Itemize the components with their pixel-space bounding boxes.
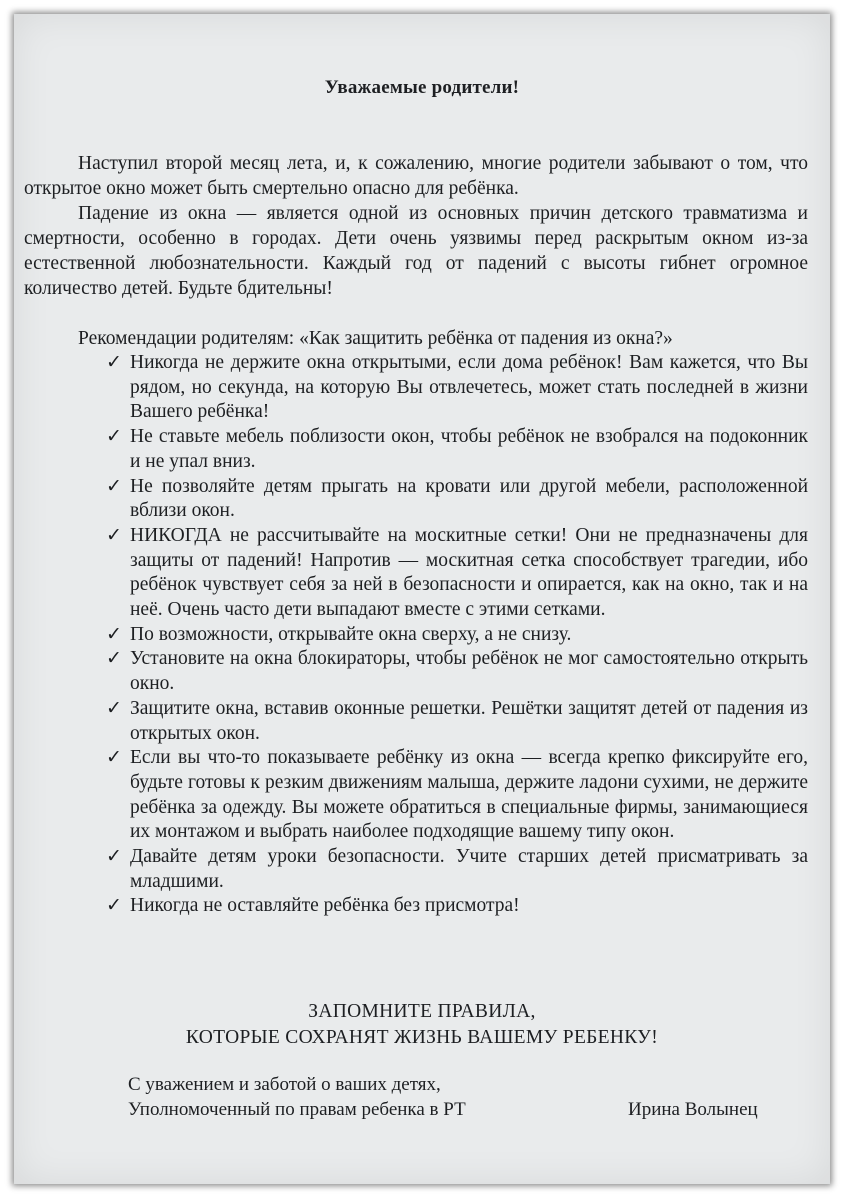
recommendation-item bbox=[106, 475, 808, 524]
recommendation-text: Не ставьте мебель поблизости окон, чтобы ребёнок не взобрался на подоконник и не упал вниз. bbox=[130, 426, 808, 472]
recommendation-item bbox=[106, 623, 808, 648]
recommendation-text: НИКОГДА не рассчитывайте на москитные сетки! Они не предназначены для защиты от падений! Напротив — москитная сетка способствует трагедии, ибо ребёнок чувствует себя за ней в безопасности и опирается, как на окно, так и на неё. Очень часто дети выпадают вместе с этими сетками. bbox=[130, 524, 808, 621]
document-page bbox=[14, 14, 830, 1184]
recommendation-item bbox=[106, 894, 808, 919]
document-title: Уважаемые родители! bbox=[324, 77, 520, 98]
document-frame bbox=[14, 14, 830, 1184]
check-mark-icon: ✓ bbox=[106, 747, 122, 769]
recommendation-item bbox=[106, 647, 808, 696]
recommendation-text: Давайте детям уроки безопасности. Учите старших детей присматривать за младшими. bbox=[130, 846, 808, 892]
check-mark-icon: ✓ bbox=[106, 475, 122, 497]
recommendation-text: Не позволяйте детям прыгать на кровати или другой мебели, расположенной вблизи окон. bbox=[130, 475, 808, 522]
recommendation-item bbox=[106, 425, 808, 474]
closing-line: ЗАПОМНИТЕ ПРАВИЛА, bbox=[308, 1001, 536, 1022]
recommendation-text: Если вы что-то показываете ребёнку из окна — всегда крепко фиксируйте его, будьте готовы к резким движениям малыша, держите ладони сухими, не держите ребёнка за одежду. Вы можете обратиться в специальные фирмы, занимающиеся их монтажом и выбрать наиболее подходящие вашему типу окон. bbox=[130, 747, 808, 843]
recommendation-text: Никогда не держите окна открытыми, если дома ребёнок! Вам кажется, что Вы рядом, но секунда, на которую Вы отвлечетесь, может стать последней в жизни Вашего ребёнка! bbox=[130, 352, 808, 423]
signature-name: Ирина Волынец bbox=[628, 1099, 758, 1120]
check-mark-icon: ✓ bbox=[106, 846, 122, 868]
danger-paragraph: Падение из окна — является одной из основных причин детского травматизма и смертности, особенно в городах. Дети очень уязвимы перед раскрытым окном из-за естественной любознательности. Каждый год от падений с высоты гибнет огромное количество детей. Будьте бдительны! bbox=[24, 203, 808, 299]
signature-position: Уполномоченный по правам ребенка в РТ bbox=[128, 1099, 466, 1120]
intro-paragraph: Наступил второй месяц лета, и, к сожалению, многие родители забывают о том, что открытое окно может быть смертельно опасно для ребёнка. bbox=[24, 153, 808, 199]
recommendation-item bbox=[106, 746, 808, 845]
check-mark-icon: ✓ bbox=[106, 524, 122, 546]
recommendations-list bbox=[106, 351, 808, 919]
recommendations-heading: Рекомендации родителям: «Как защитить ребёнка от падения из окна?» bbox=[78, 328, 673, 349]
recommendation-item bbox=[106, 697, 808, 746]
recommendation-text: Защитите окна, вставив оконные решетки. Решётки защитят детей от падения из открытых окон. bbox=[130, 697, 808, 744]
recommendation-item bbox=[106, 351, 808, 425]
check-mark-icon: ✓ bbox=[106, 697, 122, 719]
check-mark-icon: ✓ bbox=[106, 648, 122, 670]
signature-regards: С уважением и заботой о ваших детях, bbox=[128, 1074, 441, 1095]
check-mark-icon: ✓ bbox=[106, 623, 122, 645]
closing-slogan bbox=[14, 999, 830, 1051]
check-mark-icon: ✓ bbox=[106, 352, 122, 373]
recommendation-item bbox=[106, 524, 808, 623]
check-mark-icon: ✓ bbox=[106, 895, 122, 917]
recommendation-item bbox=[106, 845, 808, 894]
recommendation-text: По возможности, открывайте окна сверху, а не снизу. bbox=[130, 623, 572, 645]
closing-line: КОТОРЫЕ СОХРАНЯТ ЖИЗНЬ ВАШЕМУ РЕБЕНКУ! bbox=[185, 1027, 659, 1048]
check-mark-icon: ✓ bbox=[106, 426, 122, 448]
recommendation-text: Никогда не оставляйте ребёнка без присмотра! bbox=[130, 895, 520, 917]
recommendation-text: Установите на окна блокираторы, чтобы ребёнок не мог самостоятельно открыть окно. bbox=[130, 648, 808, 695]
